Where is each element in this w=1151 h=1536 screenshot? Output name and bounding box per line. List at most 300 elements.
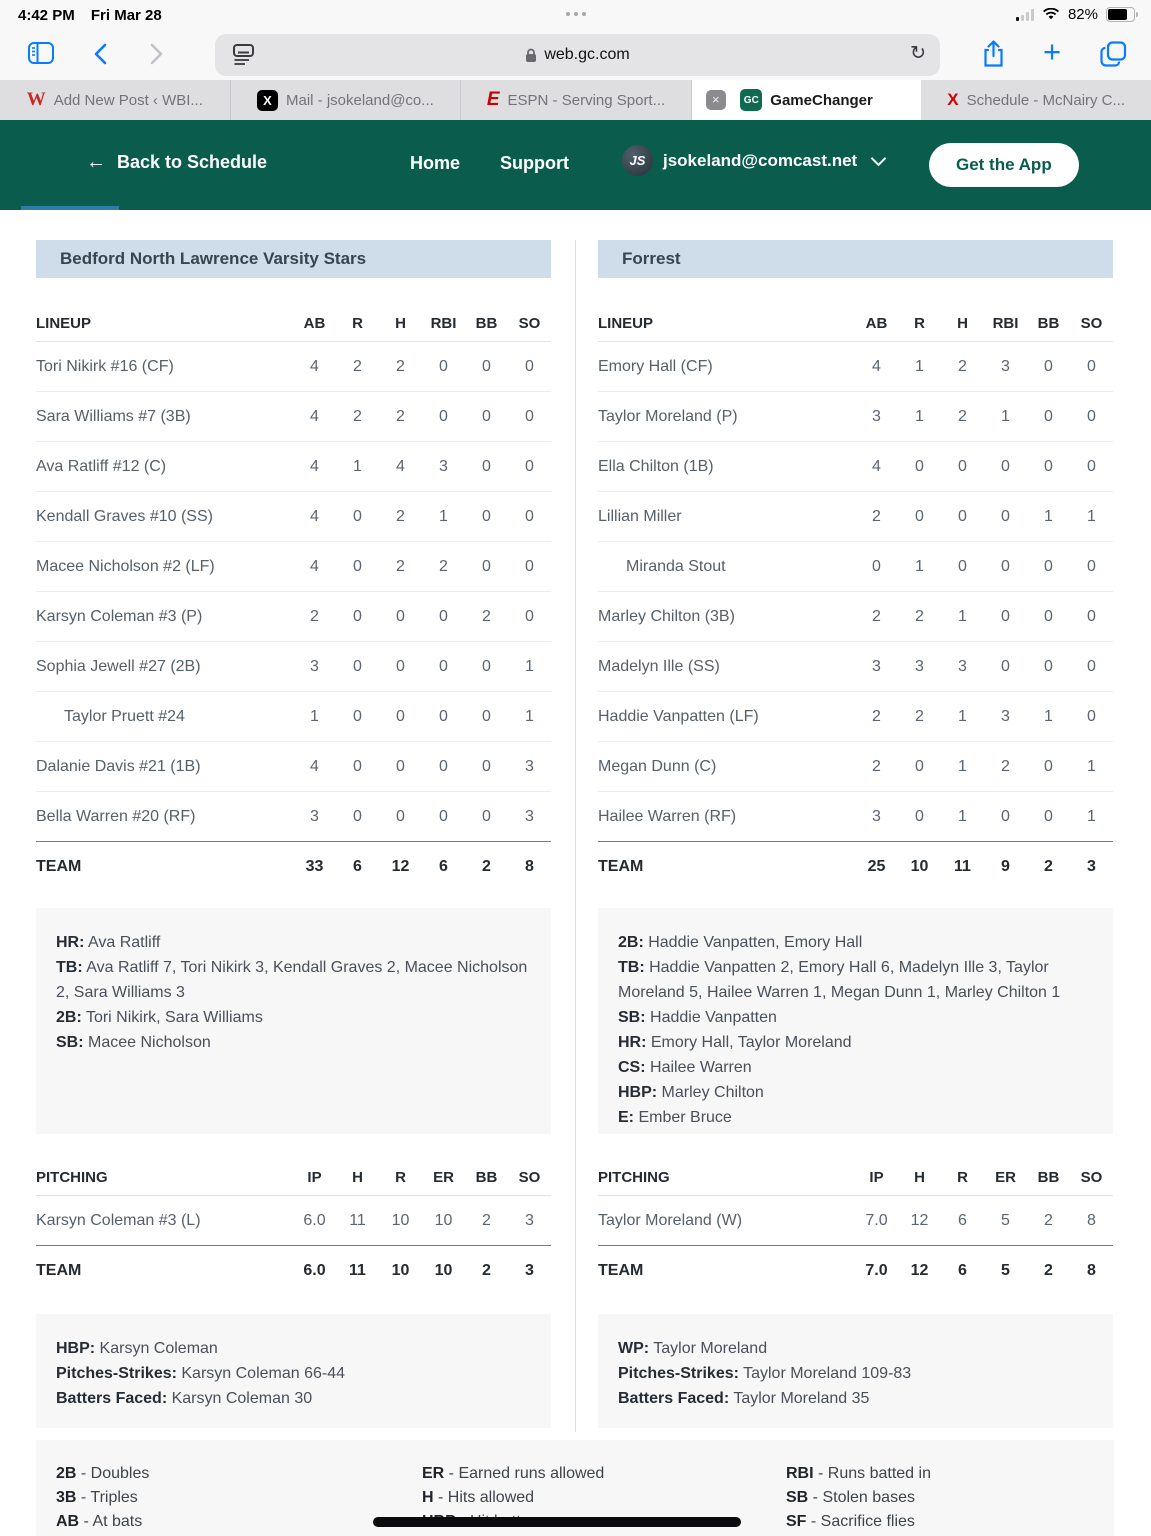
stat-cell: 0: [482, 407, 491, 425]
column-header: ER: [433, 1169, 454, 1186]
stat-cell: 0: [1087, 357, 1096, 375]
column-header: SO: [1080, 315, 1103, 332]
lineup-header-row: [598, 306, 1113, 342]
stat-cell: 3: [1001, 357, 1010, 375]
player-name: Kendall Graves #10 (SS): [36, 507, 213, 525]
stat-cell: 3: [1001, 707, 1010, 725]
stat-cell: 2: [872, 757, 881, 775]
stat-cell: 0: [525, 507, 534, 525]
legend-entry: H - Hits allowed: [422, 1489, 535, 1506]
lineup-row: [598, 692, 1113, 742]
browser-tab[interactable]: [0, 80, 231, 120]
stat-cell: 1: [958, 607, 967, 625]
note-line: Pitches-Strikes: Taylor Moreland 109-83: [618, 1365, 912, 1382]
reload-icon[interactable]: ↻: [910, 43, 926, 64]
player-name: Marley Chilton (3B): [598, 607, 735, 625]
stat-cell: 5: [1001, 1262, 1010, 1279]
stat-cell: 1: [439, 507, 448, 525]
stat-cell: 2: [310, 607, 319, 625]
stat-cell: 2: [439, 557, 448, 575]
stat-cell: 0: [396, 607, 405, 625]
stat-cell: 6: [353, 858, 362, 875]
stat-cell: 3: [872, 407, 881, 425]
lineup-row: [598, 792, 1113, 841]
column-header: ER: [995, 1169, 1016, 1186]
totals-label: TEAM: [598, 858, 644, 875]
player-name: Taylor Pruett #24: [64, 707, 185, 725]
lineup-row: [36, 442, 551, 492]
stat-cell: 4: [310, 557, 319, 575]
pitching-row: [598, 1196, 1113, 1245]
back-icon[interactable]: [93, 43, 107, 65]
stat-cell: 2: [958, 357, 967, 375]
stat-cell: 0: [439, 657, 448, 675]
stat-cell: 8: [1087, 1211, 1096, 1229]
player-name: Karsyn Coleman #3 (L): [36, 1211, 201, 1229]
player-name: Karsyn Coleman #3 (P): [36, 607, 203, 625]
stat-cell: 9: [1001, 858, 1010, 875]
player-name: Megan Dunn (C): [598, 757, 717, 775]
stat-cell: 5: [1001, 1211, 1010, 1229]
back-arrow-icon: ←: [86, 151, 106, 173]
note-line: SB: Haddie Vanpatten: [618, 1009, 777, 1026]
note-label: SB:: [56, 1034, 84, 1051]
player-name: Macee Nicholson #2 (LF): [36, 557, 215, 575]
x-red-icon: X: [947, 90, 959, 109]
lineup-row: [36, 392, 551, 442]
player-name: Madelyn Ille (SS): [598, 657, 720, 675]
note-label: Pitches-Strikes:: [618, 1365, 739, 1382]
legend-entry: SF - Sacrifice flies: [786, 1513, 915, 1530]
stat-cell: 0: [1044, 407, 1053, 425]
lineup-table: [598, 306, 1113, 892]
lineup-row: [36, 342, 551, 392]
batting-notes-box: [598, 908, 1113, 1134]
player-name: Miranda Stout: [626, 557, 726, 575]
wordpress-w-icon: W: [26, 89, 46, 110]
lineup-header-label: LINEUP: [598, 315, 654, 332]
note-label: HR:: [618, 1034, 647, 1051]
team-name-band: [598, 240, 1113, 278]
team-name: Bedford North Lawrence Varsity Stars: [60, 249, 367, 268]
player-name: Ella Chilton (1B): [598, 457, 714, 475]
nav-support-link[interactable]: Support: [500, 153, 569, 173]
stat-cell: 1: [1087, 757, 1096, 775]
status-right: [1016, 6, 1135, 23]
stat-cell: 3: [310, 657, 319, 675]
stat-cell: 2: [872, 507, 881, 525]
pitching-table: [598, 1160, 1113, 1296]
stat-cell: 0: [872, 557, 881, 575]
column-header: BB: [1037, 315, 1060, 332]
pitching-row: [36, 1196, 551, 1245]
player-name: Taylor Moreland (W): [598, 1211, 743, 1229]
column-header: BB: [475, 315, 498, 332]
legend-abbr: 2B: [56, 1465, 77, 1482]
stat-cell: 1: [1001, 407, 1010, 425]
note-line: Pitches-Strikes: Karsyn Coleman 66-44: [56, 1365, 346, 1382]
stat-cell: 0: [439, 407, 448, 425]
stat-cell: 0: [439, 807, 448, 825]
avatar: JS: [622, 145, 653, 176]
browser-tab[interactable]: [921, 80, 1151, 120]
player-name: Lillian Miller: [598, 507, 682, 525]
stat-cell: 1: [915, 357, 924, 375]
note-label: 2B:: [618, 934, 644, 951]
stat-cell: 0: [1001, 457, 1010, 475]
stat-cell: 6: [958, 1262, 967, 1279]
tab-label: GameChanger: [770, 91, 873, 109]
legend-abbr: ER: [422, 1465, 445, 1482]
stat-cell: 0: [396, 657, 405, 675]
stat-cell: 0: [353, 707, 362, 725]
stat-cell: 0: [1001, 657, 1010, 675]
stat-cell: 0: [1087, 607, 1096, 625]
stat-cell: 0: [1044, 357, 1053, 375]
stat-cell: 10: [391, 1211, 410, 1229]
stat-cell: 0: [482, 757, 491, 775]
forward-icon[interactable]: [150, 43, 164, 65]
stat-cell: 3: [1087, 858, 1096, 875]
stat-cell: 0: [958, 557, 967, 575]
stat-cell: 12: [910, 1262, 929, 1279]
address-bar[interactable]: [215, 34, 940, 76]
note-line: HBP: Karsyn Coleman: [56, 1340, 218, 1357]
note-label: E:: [618, 1109, 634, 1126]
gc-nav-bar: [0, 120, 1151, 210]
note-line: 2B: Tori Nikirk, Sara Williams: [56, 1009, 263, 1026]
xfinity-x-icon: X: [257, 90, 278, 111]
stat-cell: 10: [434, 1262, 453, 1279]
note-label: WP:: [618, 1340, 650, 1357]
stat-cell: 0: [1087, 707, 1096, 725]
browser-tab[interactable]: [231, 80, 462, 120]
stat-cell: 3: [525, 1211, 534, 1229]
team-name-band: [36, 240, 551, 278]
battery-icon: [1106, 7, 1135, 22]
legend-abbr: H: [422, 1489, 434, 1506]
batting-notes-box: [36, 908, 551, 1134]
stat-cell: 0: [1044, 807, 1053, 825]
nav-home-link[interactable]: Home: [410, 153, 461, 173]
stat-cell: 0: [482, 507, 491, 525]
player-name: Hailee Warren (RF): [598, 807, 737, 825]
lineup-row: [36, 692, 551, 742]
stat-cell: 0: [1001, 607, 1010, 625]
stat-cell: 0: [915, 507, 924, 525]
stat-cell: 12: [910, 1211, 929, 1229]
stat-cell: 11: [954, 858, 971, 875]
stat-cell: 0: [482, 707, 491, 725]
gamechanger-gc-icon: GC: [740, 89, 762, 111]
stat-cell: 0: [482, 807, 491, 825]
stat-cell: 0: [353, 807, 362, 825]
note-line: CS: Hailee Warren: [618, 1059, 752, 1076]
note-line: HR: Ava Ratliff: [56, 934, 161, 951]
multitask-dots-icon: [566, 12, 586, 16]
stat-cell: 2: [1044, 1262, 1053, 1279]
note-line: E: Ember Bruce: [618, 1109, 732, 1126]
legend-column: [56, 1462, 149, 1534]
column-header: H: [395, 315, 406, 332]
note-line: SB: Macee Nicholson: [56, 1034, 211, 1051]
chevron-down-icon: [871, 151, 887, 167]
safari-chrome: [0, 0, 1151, 80]
stat-cell: 0: [958, 507, 967, 525]
pitching-totals-row: [36, 1245, 551, 1296]
stat-cell: 1: [1087, 807, 1096, 825]
column-header: H: [914, 1169, 925, 1186]
stat-cell: 2: [1001, 757, 1010, 775]
player-name: Sara Williams #7 (3B): [36, 407, 191, 425]
player-name: Bella Warren #20 (RF): [36, 807, 196, 825]
stat-cell: 0: [439, 707, 448, 725]
column-header: RBI: [992, 315, 1019, 332]
note-line: HBP: Marley Chilton: [618, 1084, 764, 1101]
pitching-header-label: PITCHING: [598, 1169, 670, 1186]
sidebar-toggle-icon[interactable]: [28, 42, 54, 64]
note-label: SB:: [618, 1009, 646, 1026]
player-name: Emory Hall (CF): [598, 357, 713, 375]
column-header: IP: [307, 1169, 322, 1186]
lineup-totals-row: [36, 841, 551, 892]
stat-cell: 6: [958, 1211, 967, 1229]
legend-entry: SB - Stolen bases: [786, 1489, 915, 1506]
account-email: jsokeland@comcast.net: [663, 150, 858, 170]
stat-cell: 2: [482, 607, 491, 625]
stat-cell: 0: [1044, 757, 1053, 775]
back-to-schedule-button[interactable]: [86, 151, 267, 174]
column-header: IP: [869, 1169, 884, 1186]
note-line: TB: Ava Ratliff 7, Tori Nikirk 3, Kendall Graves 2, Macee Nicholson 2, Sara Williams 3: [56, 959, 528, 1001]
stat-cell: 0: [396, 807, 405, 825]
stat-cell: 0: [525, 357, 534, 375]
stat-cell: 0: [353, 557, 362, 575]
stat-cell: 0: [482, 557, 491, 575]
stat-cell: 2: [872, 707, 881, 725]
note-line: Batters Faced: Karsyn Coleman 30: [56, 1390, 313, 1407]
stat-cell: 4: [396, 457, 405, 475]
lineup-row: [598, 492, 1113, 542]
stat-cell: 2: [396, 407, 405, 425]
stat-cell: 1: [353, 457, 362, 475]
stat-cell: 2: [915, 707, 924, 725]
stat-cell: 10: [391, 1262, 410, 1279]
player-name: Tori Nikirk #16 (CF): [36, 357, 174, 375]
espn-e-icon: E: [486, 89, 500, 110]
pitching-totals-row: [598, 1245, 1113, 1296]
stat-cell: 33: [305, 858, 324, 875]
stat-cell: 3: [310, 807, 319, 825]
tab-label: Add New Post ‹ WBI...: [53, 91, 203, 109]
column-header: R: [957, 1169, 968, 1186]
stat-cell: 8: [1087, 1262, 1096, 1279]
stat-cell: 0: [1001, 507, 1010, 525]
tab-bar: [0, 80, 1151, 120]
stat-cell: 1: [958, 757, 967, 775]
tab-overview-icon[interactable]: [1100, 41, 1127, 67]
legend-abbr: SF: [786, 1513, 807, 1530]
clock: 4:42 PM: [18, 7, 75, 24]
tab-label: Mail - jsokeland@co...: [286, 91, 434, 109]
stat-cell: 0: [915, 757, 924, 775]
stat-cell: 2: [396, 507, 405, 525]
stat-cell: 0: [1044, 607, 1053, 625]
stat-cell: 0: [915, 807, 924, 825]
stat-cell: 4: [310, 457, 319, 475]
tab-label: Schedule - McNairy C...: [966, 91, 1126, 109]
column-header: BB: [1037, 1169, 1060, 1186]
stat-cell: 6: [439, 858, 448, 875]
lineup-header-row: [36, 306, 551, 342]
status-left: [18, 7, 162, 24]
note-label: Batters Faced:: [618, 1390, 730, 1407]
legend-abbr: RBI: [786, 1465, 814, 1482]
lineup-row: [598, 642, 1113, 692]
player-name: Haddie Vanpatten (LF): [598, 707, 759, 725]
stat-cell: 0: [353, 507, 362, 525]
pitching-notes-box: [36, 1314, 551, 1428]
column-header: BB: [475, 1169, 498, 1186]
stat-cell: 4: [310, 407, 319, 425]
stat-cell: 25: [867, 858, 886, 875]
stat-cell: 0: [396, 707, 405, 725]
column-header: R: [395, 1169, 406, 1186]
totals-label: TEAM: [36, 858, 82, 875]
stat-cell: 1: [1044, 707, 1053, 725]
stat-cell: 0: [1087, 657, 1096, 675]
note-label: TB:: [56, 959, 83, 976]
player-name: Taylor Moreland (P): [598, 407, 738, 425]
share-icon[interactable]: [982, 40, 1005, 68]
stat-cell: 6.0: [303, 1262, 326, 1279]
stat-cell: 12: [391, 858, 410, 875]
stat-cell: 0: [915, 457, 924, 475]
pitching-header-label: PITCHING: [36, 1169, 108, 1186]
legend-entry: AB - At bats: [56, 1513, 143, 1530]
stat-cell: 1: [915, 557, 924, 575]
stat-cell: 0: [958, 457, 967, 475]
stat-cell: 11: [349, 1211, 366, 1229]
note-label: TB:: [618, 959, 645, 976]
lineup-totals-row: [598, 841, 1113, 892]
lineup-table: [36, 306, 551, 892]
lineup-row: [36, 642, 551, 692]
stat-cell: 4: [310, 507, 319, 525]
get-the-app-button[interactable]: Get the App: [929, 143, 1079, 187]
column-header: AB: [865, 315, 888, 332]
stat-cell: 7.0: [865, 1262, 888, 1279]
teams-row: [36, 240, 1114, 1428]
stat-cell: 7.0: [865, 1211, 888, 1229]
home-indicator-handle[interactable]: [373, 1517, 741, 1527]
stat-cell: 11: [349, 1262, 366, 1279]
close-tab-icon[interactable]: ×: [706, 90, 726, 110]
pitching-table: [36, 1160, 551, 1296]
stat-cell: 1: [958, 707, 967, 725]
stat-cell: 2: [482, 1211, 491, 1229]
stat-cell: 0: [396, 757, 405, 775]
account-menu[interactable]: [622, 145, 884, 176]
stat-cell: 2: [872, 607, 881, 625]
player-name: Dalanie Davis #21 (1B): [36, 757, 201, 775]
note-label: Batters Faced:: [56, 1390, 168, 1407]
note-line: HR: Emory Hall, Taylor Moreland: [618, 1034, 852, 1051]
lineup-header-label: LINEUP: [36, 315, 92, 332]
stat-cell: 2: [482, 858, 491, 875]
lineup-row: [36, 542, 551, 592]
stat-cell: 1: [525, 707, 534, 725]
stat-cell: 3: [872, 807, 881, 825]
stat-cell: 0: [439, 757, 448, 775]
lineup-row: [36, 792, 551, 841]
note-label: HBP:: [618, 1084, 658, 1101]
lineup-row: [598, 592, 1113, 642]
player-name: Ava Ratliff #12 (C): [36, 457, 167, 475]
stat-cell: 0: [525, 607, 534, 625]
note-label: Pitches-Strikes:: [56, 1365, 177, 1382]
lineup-row: [598, 392, 1113, 442]
new-tab-icon[interactable]: +: [1043, 34, 1062, 69]
stat-cell: 10: [434, 1211, 453, 1229]
stat-cell: 0: [1087, 457, 1096, 475]
team-column: [36, 240, 551, 1428]
lineup-row: [598, 542, 1113, 592]
stat-cell: 4: [310, 757, 319, 775]
safari-toolbar: [0, 30, 1151, 80]
stat-cell: 1: [1044, 507, 1053, 525]
stat-cell: 0: [525, 557, 534, 575]
stat-cell: 4: [310, 357, 319, 375]
pitching-header-row: [598, 1160, 1113, 1196]
stat-cell: 0: [482, 357, 491, 375]
stat-cell: 3: [525, 1262, 534, 1279]
stat-cell: 2: [353, 357, 362, 375]
browser-tab[interactable]: [461, 80, 692, 120]
stat-cell: 2: [915, 607, 924, 625]
lineup-row: [598, 442, 1113, 492]
note-line: 2B: Haddie Vanpatten, Emory Hall: [618, 934, 863, 951]
stat-cell: 6.0: [303, 1211, 326, 1229]
note-label: CS:: [618, 1059, 646, 1076]
stat-cell: 3: [958, 657, 967, 675]
stat-cell: 2: [396, 557, 405, 575]
totals-label: TEAM: [598, 1262, 644, 1279]
stat-cell: 3: [525, 807, 534, 825]
note-label: HR:: [56, 934, 85, 951]
column-header: H: [957, 315, 968, 332]
legend-entry: 3B - Triples: [56, 1489, 138, 1506]
team-column: [598, 240, 1113, 1428]
stat-cell: 1: [525, 657, 534, 675]
tab-label: ESPN - Serving Sport...: [507, 91, 666, 109]
lock-icon: [525, 48, 537, 63]
stat-cell: 0: [1001, 557, 1010, 575]
stat-cell: 0: [482, 457, 491, 475]
stat-cell: 1: [1087, 507, 1096, 525]
battery-percent: 82%: [1067, 6, 1098, 23]
legend-entry: RBI - Runs batted in: [786, 1465, 931, 1482]
browser-tab[interactable]: [692, 80, 922, 120]
stat-cell: 0: [1044, 657, 1053, 675]
stat-cell: 0: [1044, 457, 1053, 475]
lineup-row: [36, 742, 551, 792]
note-label: HBP:: [56, 1340, 96, 1357]
stat-cell: 0: [525, 407, 534, 425]
legend-entry: 2B - Doubles: [56, 1465, 150, 1482]
wifi-icon: [1042, 8, 1060, 21]
totals-label: TEAM: [36, 1262, 82, 1279]
